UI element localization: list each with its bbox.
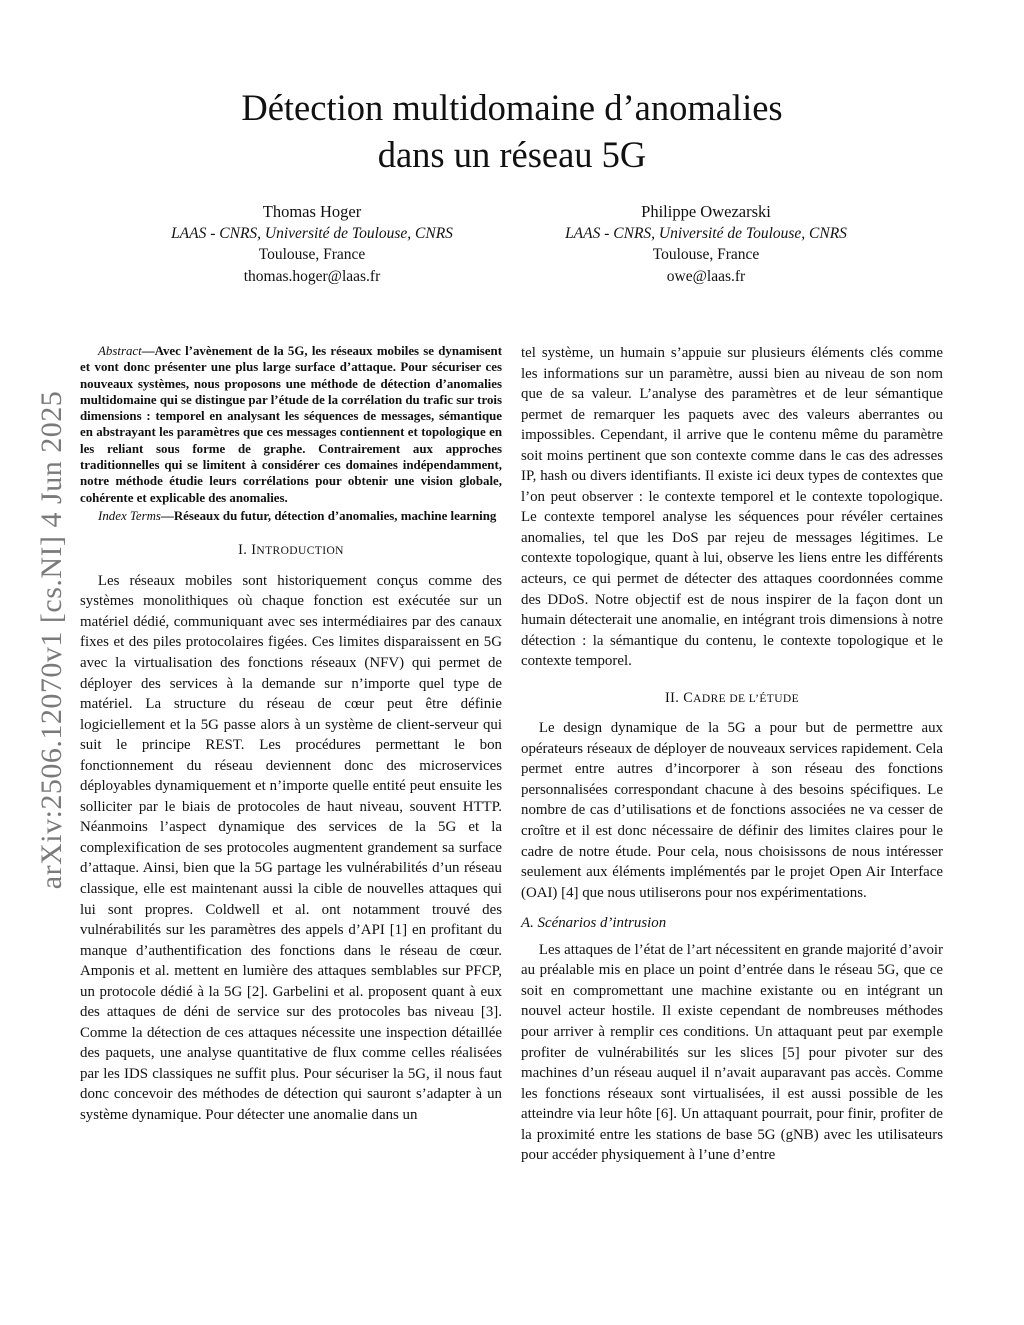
author-name: Thomas Hoger xyxy=(262,202,362,221)
index-terms xyxy=(80,508,502,524)
index-terms-label: Index Terms xyxy=(98,508,161,523)
author-email: thomas.hoger@laas.fr xyxy=(243,267,381,285)
section-heading-introduction: I. INTRODUCTION xyxy=(238,542,344,559)
paper-title-line-1: Détection multidomaine d’anomalies xyxy=(241,87,783,128)
introduction-paragraph-continued: tel système, un humain s’appuie sur plusieurs éléments clés comme les informations sur un paramètre, aussi bien au niveau de son nom que de sa valeur. L’analyse des paramètres et de leur sémantique permet de remarquer les paquets avec des valeurs aberrantes ou impossibles. Cependant, il arrive que le contenu même du paramètre soit moins pertinent que son contexte comme dans le cas des adresses IP, hash ou divers identifiants. Il existe ici deux types de contextes que l’on peut observer : le contexte temporel et le contexte topologique. Le contexte temporel analyse les séquences pour révéler certaines anomalies, tel que les DoS par rejeu de messages légitimes. Le contexte topologique, quant à lui, observe les liens entre les différents acteurs, ce qui permet de détecter des attaques coordonnées comme des DDoS. Notre objectif est de nous inspirer de la façon dont un humain détecterait une anomalie, en intégrant trois dimensions à notre détection : la sémantique du contenu, le contexte topologique et le contexte temporel. xyxy=(521,345,943,670)
paper-title-line-2: dans un réseau 5G xyxy=(377,134,647,175)
abstract-text: —Avec l’avènement de la 5G, les réseaux mobiles se dynamisent et vont donc présenter une plus large surface d’attaque. Pour sécuriser ces nouveaux systèmes, nous proposons une méthode de détection d’anomalies multidomaine qui se distingue par l’étude de la corrélation du trafic sur trois dimensions : temporel en analysant les séquences de messages, sémantique en abstrayant les paramètres que ces messages contiennent et topologique en les reliant sous forme de graphe. Contrairement aux approches traditionnelles qui se limitent à considérer ces domaines indépendamment, notre méthode étudie leurs corrélations pour obtenir une vision globale, cohérente et explicable des anomalies. xyxy=(80,344,502,505)
abstract-label: Abstract xyxy=(98,344,142,358)
author-affiliation: LAAS - CNRS, Université de Toulouse, CNRS xyxy=(565,224,847,242)
author-email: owe@laas.fr xyxy=(666,267,746,285)
index-terms-text: —Réseaux du futur, détection d’anomalies, machine learning xyxy=(160,508,497,523)
arxiv-identifier: arXiv:2506.12070v1 [cs.NI] 4 Jun 2025 xyxy=(35,390,68,890)
section-heading-cadre: II. CADRE DE L’ÉTUDE xyxy=(664,689,800,706)
scenarios-paragraph: Les attaques de l’état de l’art nécessitent en grande majorité d’avoir au préalable mis en place un point d’entrée dans le réseau 5G, que ce soit en compromettant une machine existante ou en intégrant un nouvel acteur hostile. Il existe cependant de nombreuses méthodes pour arriver à remplir ces conditions. Un attaquant peut par exemple profiter de vulnérabilités sur les slices [5] pour pivoter sur des machines d’un réseau auquel il n’avait auparavant pas accès. Comme les fonctions réseaux sont virtualisées, il est aussi possible de les atteindre via leur hôte [6]. Un attaquant pourrait, pour finir, profiter de la proximité entre les stations de base 5G (gNB) avec les utilisateurs pour accéder physiquement à l’une d’entre xyxy=(521,941,943,1164)
introduction-paragraph: Les réseaux mobiles sont historiquement conçus comme des systèmes monolithiques où chaque fonction est exécutée sur un matériel dédié, communiquant avec ses intermédiaires par des canaux fixes et des piles protocolaires figées. Ces limites disparaissent en 5G avec la virtualisation des fonctions réseaux (NFV) qui permet de déployer des services à la demande sur n’importe quel type de matériel. La structure du réseau de cœur peut être définie logiciellement et la 5G passe alors à un système de client-serveur qui suit le principe REST. Les procédures permettant le bon fonctionnement du réseau deviennent donc des microservices déployables dynamiquement et n’importe quelle entité peut ensuite les solliciter par le biais de protocoles de haut niveau, souvent HTTP. Néanmoins l’aspect dynamique des services de la 5G et la complexification de ses protocoles augmentent grandement sa surface d’attaque. Ainsi, bien que la 5G partage les vulnérabilités d’un réseau classique, elle est maintenant aussi la cible de nouvelles attaques qui lui sont propres. Coldwell et al. ont notamment trouvé des vulnérabilités sur les paramètres des appels d’API [1] en profitant du manque d’authentification des fonctions dans le réseau de cœur. Amponis et al. mettent en lumière des attaques semblables sur PFCP, un protocole dédié à la 5G [2]. Garbelini et al. proposent quant à eux des attaques de déni de service sur des protocoles bas niveau [3]. Comme la détection de ces attaques nécessite une inspection détaillée des paquets, une analyse quantitative de flux comme celles réalisées par les IDS classiques ne suffit plus. Pour sécuriser la 5G, il nous faut donc concevoir des méthodes de détection qui sauront s’adapter à un système dynamique. Pour détecter une anomalie dans un xyxy=(80,572,502,1124)
author-name: Philippe Owezarski xyxy=(641,202,771,221)
author-affiliation: LAAS - CNRS, Université de Toulouse, CNRS xyxy=(171,224,453,242)
paper-title xyxy=(0,84,1024,178)
author-location: Toulouse, France xyxy=(258,246,366,263)
cadre-paragraph: Le design dynamique de la 5G a pour but de permettre aux opérateurs réseaux de déployer de nouveaux services rapidement. Cela permet entre autres d’incorporer à son réseau des fonctions personnalisées correspondant chacune à des besoins spécifiques. Le nombre de cas d’utilisations et de fonctions associées ne va cesser de croître et il est donc nécessaire de définir des limites claires pour le cadre de notre étude. Pour cela, nous choisissons de nous intéresser seulement aux éléments implémentés par le projet Open Air Interface (OAI) [4] que nous utiliserons pour nos expérimentations. xyxy=(521,720,943,901)
author-location: Toulouse, France xyxy=(652,246,760,263)
right-column xyxy=(521,343,943,1166)
author-block-2 xyxy=(496,201,916,287)
left-column xyxy=(80,343,502,1126)
subsection-heading-scenarios: A. Scénarios d’intrusion xyxy=(521,915,667,932)
author-block-1 xyxy=(102,201,522,287)
abstract xyxy=(80,343,502,506)
